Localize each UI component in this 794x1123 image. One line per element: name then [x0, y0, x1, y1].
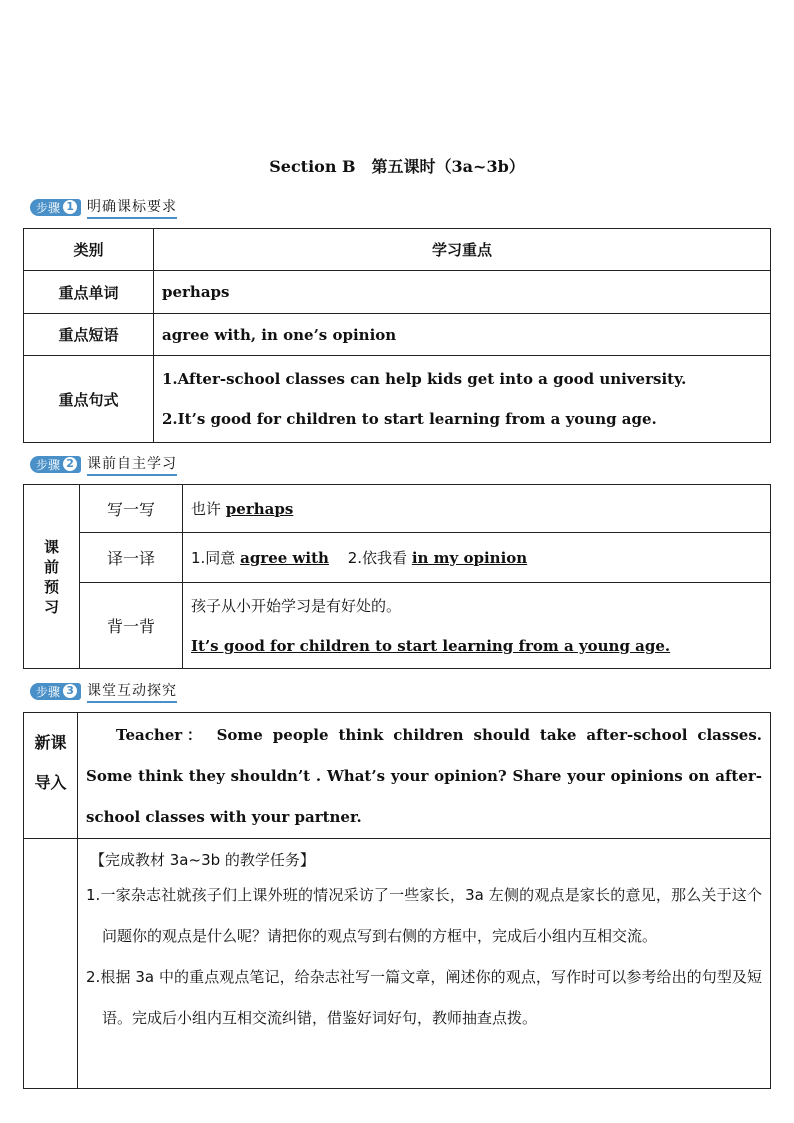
step-3-header: [30, 681, 177, 701]
write-cell: [183, 485, 771, 533]
table-row: [24, 271, 771, 314]
step-3-title: 课堂互动探究: [87, 680, 177, 703]
task-2: 2.根据 3a 中的重点观点笔记，给杂志社写一篇文章，阐述你的观点，写作时可以参考给出的句型及短语。完成后小组内互相交流纠错，借鉴好词好句，教师抽查点拨。: [86, 968, 762, 1027]
step-badge-label: 步骤: [36, 457, 61, 472]
translate-prompt-1: 1.同意: [191, 549, 236, 567]
write-prompt: 也许: [191, 500, 222, 518]
step-3-badge: [30, 683, 81, 700]
table-row: [24, 314, 771, 356]
row-label: 重点单词: [24, 271, 154, 314]
table-row: [24, 583, 771, 669]
translate-prompt-2: 2.依我看: [347, 549, 408, 567]
step-1-header: [30, 197, 177, 217]
recite-cell: [183, 583, 771, 669]
step-1-badge: [30, 199, 81, 216]
table-row: [24, 713, 771, 839]
empty-side-cell: [24, 839, 78, 1089]
table-row: [24, 533, 771, 583]
step-1-title: 明确课标要求: [87, 196, 177, 219]
sentence-2: 2.It’s good for children to start learning from a young age.: [162, 410, 657, 428]
step-number: 1: [63, 200, 77, 214]
task-heading: 【完成教材 3a~3b 的教学任务】: [90, 851, 315, 869]
intro-text: Teacher： Some people think children should take after-school classes. Some think they shouldn’t . What’s your opinion? Share your opinions on after-school classes with your partner.: [78, 713, 771, 839]
write-answer: perhaps: [225, 500, 294, 518]
intro-label: [24, 713, 78, 839]
preview-table: [23, 484, 771, 669]
task-cell: [78, 839, 771, 1089]
header-focus: 学习重点: [154, 229, 771, 271]
task-1: 1.一家杂志社就孩子们上课外班的情况采访了一些家长，3a 左侧的观点是家长的意见，那么关于这个问题你的观点是什么呢？请把你的观点写到右侧的方框中，完成后小组内互相交流。: [86, 886, 762, 945]
translate-label: 译一译: [80, 533, 183, 583]
step-number: 3: [63, 684, 77, 698]
header-category: 类别: [24, 229, 154, 271]
side-label-text: 课前预习: [43, 537, 59, 616]
table-row: [24, 485, 771, 533]
table-header-row: [24, 229, 771, 271]
step-2-title: 课前自主学习: [87, 453, 177, 476]
translate-answer-1: agree with: [240, 549, 329, 567]
translate-cell: [183, 533, 771, 583]
translate-answer-2: in my opinion: [411, 549, 528, 567]
row-value: [154, 356, 771, 443]
step-2-header: [30, 454, 177, 474]
page-title: Section B 第五课时（3a~3b）: [269, 157, 525, 176]
write-label: 写一写: [80, 485, 183, 533]
row-value: perhaps: [154, 271, 771, 314]
step-badge-label: 步骤: [36, 684, 61, 699]
sentence-1: 1.After-school classes can help kids get into a good university.: [162, 370, 687, 388]
intro-label-text: 新课导入: [34, 733, 67, 792]
recite-label: 背一背: [80, 583, 183, 669]
step-number: 2: [63, 457, 77, 471]
step-2-badge: [30, 456, 81, 473]
learning-focus-table: [23, 228, 771, 443]
recite-chinese: 孩子从小开始学习是有好处的。: [191, 596, 402, 615]
recite-english: It’s good for children to start learning from a young age.: [191, 636, 671, 655]
row-label: 重点短语: [24, 314, 154, 356]
row-label: 重点句式: [24, 356, 154, 443]
row-value: agree with, in one’s opinion: [154, 314, 771, 356]
classroom-table: [23, 712, 771, 1089]
preview-side-label: [24, 485, 80, 669]
table-row: [24, 839, 771, 1089]
step-badge-label: 步骤: [36, 200, 61, 215]
table-row: [24, 356, 771, 443]
